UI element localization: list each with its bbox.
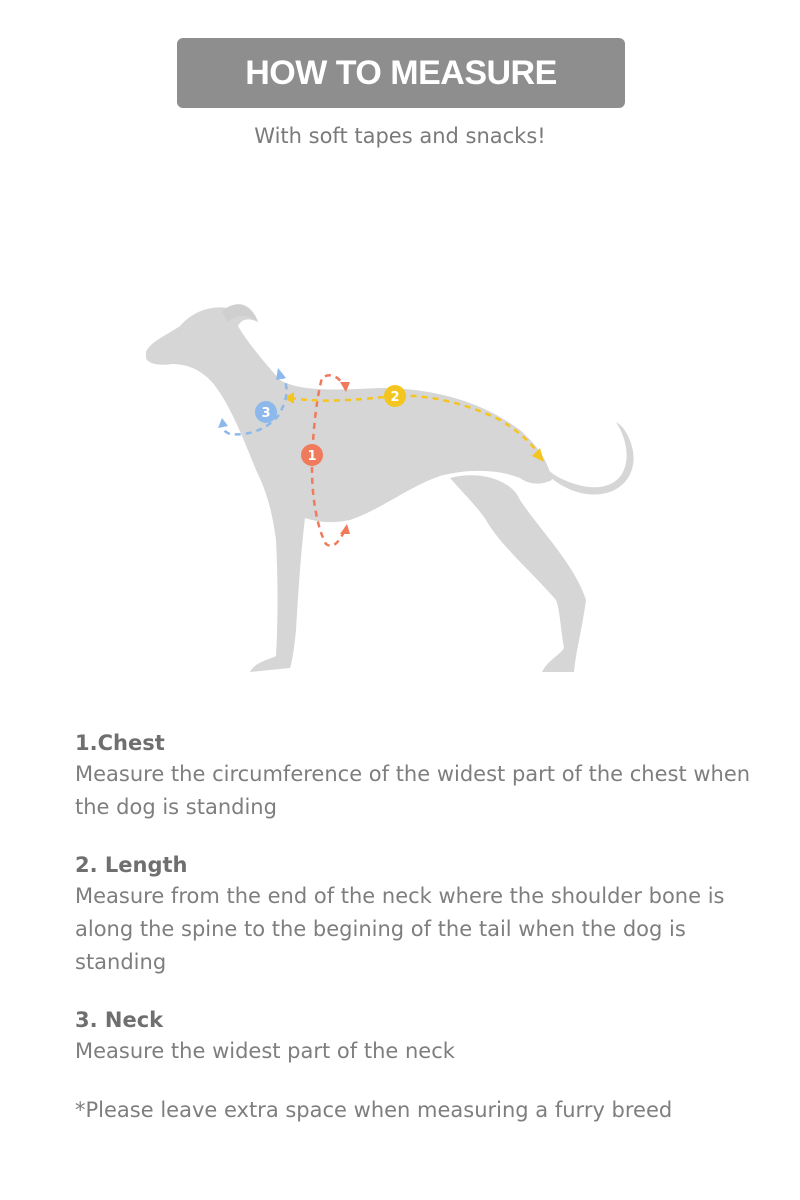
dog-silhouette: [146, 304, 634, 672]
length-description: Measure from the end of the neck where the shoulder bone is along the spine to the begining of the tail when the dog is standing: [75, 884, 725, 974]
marker-2-number: 2: [390, 390, 400, 405]
chest-arrow-bottom-icon: [340, 524, 350, 534]
header-banner: [177, 38, 625, 108]
furry-breed-note: *Please leave extra space when measuring a furry breed: [75, 1098, 673, 1122]
neck-section: [75, 1005, 755, 1068]
marker-3-number: 3: [261, 406, 271, 421]
length-title: 2. Length: [75, 853, 188, 877]
subtitle: With soft tapes and snacks!: [254, 124, 546, 148]
page-title: HOW TO MEASURE: [245, 53, 557, 92]
neck-arrow-bottom-icon: [218, 418, 228, 428]
chest-description: Measure the circumference of the widest part of the chest when the dog is standing: [75, 762, 751, 819]
neck-title: 3. Neck: [75, 1008, 164, 1032]
neck-description: Measure the widest part of the neck: [75, 1039, 455, 1063]
marker-1-number: 1: [307, 449, 317, 464]
chest-title: 1.Chest: [75, 731, 165, 755]
dog-measurement-diagram: [130, 290, 670, 690]
measurement-instructions: [75, 728, 755, 1127]
chest-section: [75, 728, 755, 824]
length-section: [75, 850, 755, 979]
neck-arrow-top-icon: [276, 368, 286, 380]
